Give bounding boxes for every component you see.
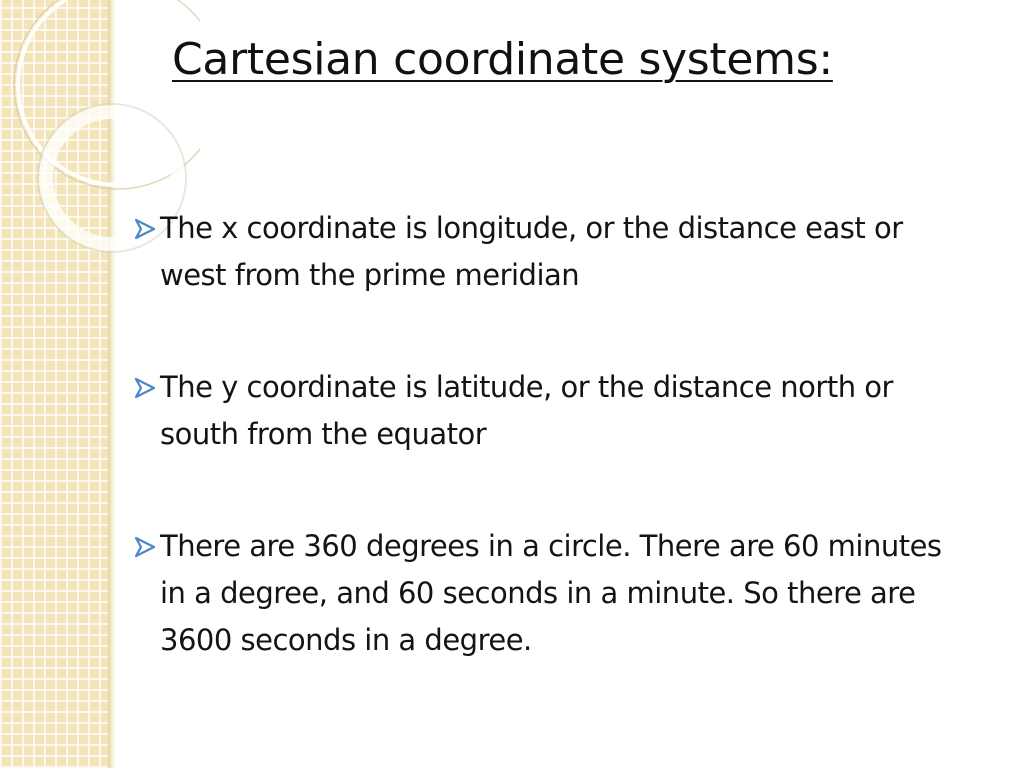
arrowhead-bullet-icon <box>134 536 156 558</box>
arrowhead-bullet-icon <box>134 218 156 240</box>
bullet-item-longitude <box>134 205 964 299</box>
bullet-item-degrees <box>134 523 964 664</box>
bullet-text: There are 360 degrees in a circle. There are 60 minutes in a degree, and 60 seconds in a minute. So there are 3600 seconds in a degree. <box>160 529 942 657</box>
bullet-item-latitude <box>134 364 964 458</box>
arrowhead-bullet-icon <box>134 377 156 399</box>
bullet-list <box>134 205 964 664</box>
slide-title: Cartesian coordinate systems: <box>172 34 833 85</box>
bullet-text: The x coordinate is longitude, or the distance east or west from the prime meridian <box>160 211 903 292</box>
bullet-text: The y coordinate is latitude, or the distance north or south from the equator <box>160 370 893 451</box>
